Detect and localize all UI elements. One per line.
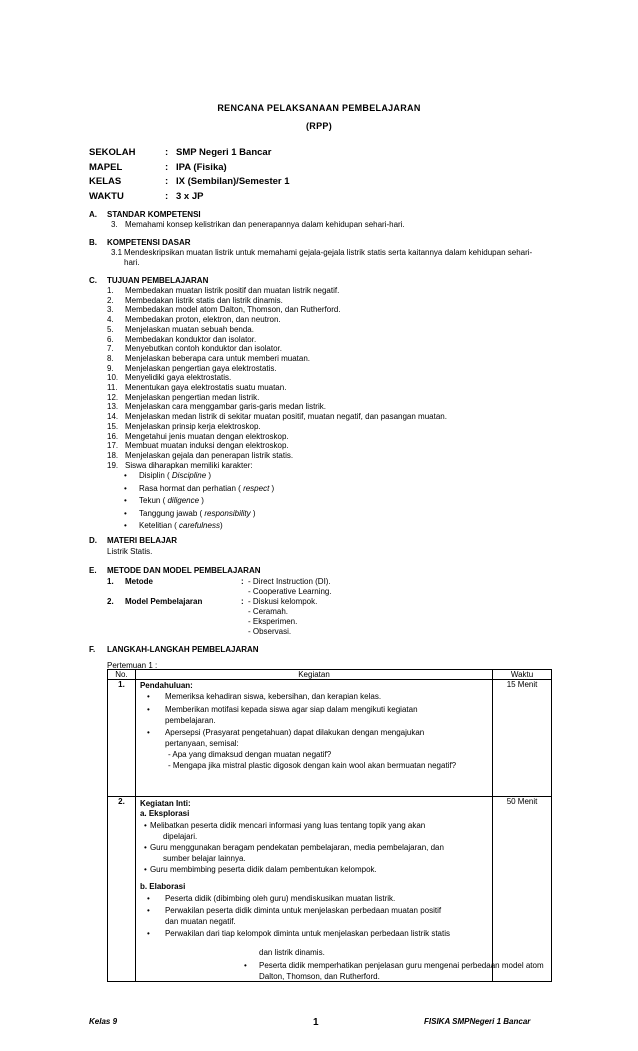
objective-number: 15. [107,422,119,431]
identity-colon: : [165,162,169,173]
character-closing: ) [269,484,275,493]
character-english-term: responsibility [204,509,251,518]
objective-number: 13. [107,402,119,411]
table-row [108,797,552,982]
section-a-number: 3. [111,220,118,229]
document-title: RENCANA PELAKSANAAN PEMBELAJARAN [217,103,421,113]
identity-value-mapel: IPA (Fisika) [176,162,227,173]
activity-text: dan muatan negatif. [164,917,236,926]
section-c-letter: C. [89,276,97,285]
subsection-eksplorasi: a. Eksplorasi [139,809,190,818]
objective-number: 12. [107,393,119,402]
bullet-icon: • [143,821,147,830]
character-label: Ketelitian ( [139,521,180,530]
footer-school: FISIKA SMPNegeri 1 Bancar [424,1017,531,1026]
section-f-title: LANGKAH-LANGKAH PEMBELAJARAN [107,645,259,654]
character-label: Disiplin ( [139,471,172,480]
objective-text: Siswa diharapkan memiliki karakter: [125,461,253,470]
activity-text: dan listrik dinamis. [259,948,325,957]
section-b-letter: B. [89,238,97,247]
identity-value-kelas: IX (Sembilan)/Semester 1 [176,176,290,187]
character-closing: ) [206,471,212,480]
section-a-title: STANDAR KOMPETENSI [107,210,201,219]
header-kegiatan: Kegiatan [135,670,492,680]
row-activities [135,680,492,797]
metode-number: 1. [107,577,114,586]
objective-text: Menyebutkan contoh konduktor dan isolator. [125,344,282,353]
bullet-icon: • [124,521,127,530]
model-item: - Diskusi kelompok. [248,597,318,606]
section-f-letter: F. [89,645,96,654]
row-heading: Pendahuluan: [139,681,193,690]
objective-number: 18. [107,451,119,460]
objective-text: Menyelidiki gaya elektrostatis. [125,373,232,382]
activity-text: dipelajari. [162,832,198,841]
bullet-icon: • [244,961,247,970]
header-no: No. [108,670,136,680]
activity-text: Melibatkan peserta didik mencari informasi yang luas tentang topik yang akan [149,821,426,830]
objective-text: Membuat muatan induksi dengan elektroskop. [125,441,289,450]
section-a-text: Memahami konsep kelistrikan dan penerapannya dalam kehidupan sehari-hari. [125,220,405,229]
objective-number: 7. [107,344,114,353]
bullet-icon: • [146,894,150,903]
bullet-icon: • [146,692,150,701]
document-subtitle: (RPP) [306,121,332,131]
objective-text: Menjelaskan muatan sebuah benda. [125,325,254,334]
objective-text: Mengetahui jenis muatan dengan elektroskop. [125,432,289,441]
objective-number: 14. [107,412,119,421]
objective-number: 17. [107,441,119,450]
objective-number: 16. [107,432,119,441]
section-e-title: METODE DAN MODEL PEMBELAJARAN [107,566,261,575]
activity-text: Peserta didik memperhatikan penjelasan guru mengenai perbedaan model atom [259,961,544,970]
objective-number: 6. [107,335,114,344]
objective-text: Membedakan konduktor dan isolator. [125,335,257,344]
identity-key-sekolah: SEKOLAH [89,147,136,158]
objective-text: Menentukan gaya elektrostatis suatu muatan. [125,383,287,392]
objective-text: Menjelaskan prinsip kerja elektroskop. [125,422,261,431]
character-label: Tekun ( [139,496,168,505]
row-time: 15 Menit [493,680,552,797]
objective-text: Menjelaskan medan listrik di sekitar muatan positif, muatan negatif, dan pasangan muatan. [125,412,447,421]
model-item: - Eksperimen. [248,617,298,626]
activity-text: Guru membimbing peserta didik dalam pembentukan kelompok. [149,865,377,874]
objective-number: 1. [107,286,114,295]
row-heading: Kegiatan Inti: [139,799,191,808]
character-item [139,471,211,480]
page-number: 1 [313,1017,319,1028]
activity-text: Dalton, Thomson, dan Rutherford. [259,972,380,981]
character-english-term: respect [243,484,270,493]
bullet-icon: • [143,843,147,852]
activities-table [107,669,552,982]
objective-number: 2. [107,296,114,305]
section-a-letter: A. [89,210,97,219]
activity-text: Peserta didik (dibimbing oleh guru) mendiskusikan muatan listrik. [164,894,396,903]
activity-text: Memeriksa kehadiran siswa, kebersihan, dan kerapian kelas. [164,692,382,701]
objective-text: Membedakan proton, elektron, dan neutron. [125,315,281,324]
metode-label: Metode [125,577,153,586]
objective-number: 10. [107,373,119,382]
character-english-term: Discipline [171,471,207,480]
metode-colon: : [241,577,244,586]
section-d-letter: D. [89,536,97,545]
header-waktu: Waktu [493,670,552,680]
section-b-number: 3.1 [111,248,123,257]
row-time: 50 Menit [493,797,552,982]
character-english-term: carefulness [179,521,220,530]
character-closing: ) [219,521,223,530]
objective-number: 3. [107,305,114,314]
identity-value-sekolah: SMP Negeri 1 Bancar [176,147,272,158]
identity-key-kelas: KELAS [89,176,122,187]
bullet-icon: • [146,929,150,938]
section-c-title: TUJUAN PEMBELAJARAN [107,276,209,285]
activity-text: pertanyaan, semisal: [164,739,239,748]
character-item [139,521,223,530]
activity-text: Apersepsi (Prasyarat pengetahuan) dapat dilakukan dengan mengajukan [164,728,425,737]
subsection-elaborasi: b. Elaborasi [139,882,186,891]
identity-colon: : [165,191,169,202]
section-b-text-line2: hari. [124,258,140,267]
character-item [139,496,204,505]
activity-text: Perwakilan peserta didik diminta untuk menjelaskan perbedaan muatan positif [164,906,442,915]
question-text: - Mengapa jika mistral plastic digosok dengan kain wool akan bermuatan negatif? [167,761,457,770]
identity-key-mapel: MAPEL [89,162,123,173]
character-item [139,509,256,518]
section-d-title: MATERI BELAJAR [107,536,178,545]
objective-text: Membedakan model atom Dalton, Thomson, dan Rutherford. [125,305,341,314]
activity-text: Memberikan motifasi kepada siswa agar siap dalam mengikuti kegiatan [164,705,418,714]
character-label: Tanggung jawab ( [139,509,205,518]
objective-text: Membedakan muatan listrik positif dan muatan listrik negatif. [125,286,340,295]
objective-text: Membedakan listrik statis dan listrik dinamis. [125,296,283,305]
character-label: Rasa hormat dan perhatian ( [139,484,244,493]
section-d-text: Listrik Statis. [107,547,153,556]
bullet-icon: • [124,471,127,480]
table-header-row [108,670,552,680]
table-row [108,680,552,797]
model-number: 2. [107,597,114,606]
model-colon: : [241,597,244,606]
activity-text: Perwakilan dari tiap kelompok diminta untuk menjelaskan perbedaan listrik statis [164,929,450,938]
character-closing: ) [199,496,204,505]
identity-value-waktu: 3 x JP [176,191,204,202]
model-label: Model Pembelajaran [125,597,203,606]
bullet-icon: • [124,496,127,505]
identity-key-waktu: WAKTU [89,191,124,202]
objective-text: Menjelaskan gejala dan penerapan listrik statis. [125,451,294,460]
bullet-icon: • [124,484,127,493]
section-b-title: KOMPETENSI DASAR [107,238,191,247]
objective-text: Menjelaskan cara menggambar garis-garis medan listrik. [125,402,326,411]
row-number: 2. [108,797,136,982]
metode-item: - Direct Instruction (DI). [248,577,331,586]
footer-class: Kelas 9 [89,1017,118,1026]
bullet-icon: • [143,865,147,874]
bullet-icon: • [146,906,150,915]
identity-colon: : [165,176,169,187]
activity-text: Guru menggunakan beragam pendekatan pembelajaran, media pembelajaran, dan [149,843,444,852]
objective-number: 11. [107,383,118,392]
section-e-letter: E. [89,566,97,575]
meeting-label: Pertemuan 1 : [107,661,158,670]
model-item: - Ceramah. [248,607,289,616]
model-item: - Observasi. [248,627,292,636]
section-b-text-line1: Mendeskripsikan muatan listrik untuk memahami gejala-gejala listrik statis serta kaitannya dalam kehidupan sehari- [124,248,533,257]
objective-number: 19. [107,461,119,470]
activity-text: pembelajaran. [164,716,216,725]
row-number: 1. [108,680,136,797]
character-item [139,484,274,493]
character-closing: ) [250,509,256,518]
objective-text: Menjelaskan pengertian gaya elektrostatis. [125,364,277,373]
activity-text: sumber belajar lainnya. [162,854,246,863]
metode-item: - Cooperative Learning. [248,587,332,596]
question-text: - Apa yang dimaksud dengan muatan negatif? [167,750,332,759]
bullet-icon: • [146,728,150,737]
character-english-term: diligence [167,496,200,505]
objective-number: 8. [107,354,114,363]
bullet-icon: • [124,509,127,518]
objective-number: 9. [107,364,114,373]
objective-number: 4. [107,315,114,324]
objective-text: Menjelaskan beberapa cara untuk memberi muatan. [125,354,310,363]
objective-number: 5. [107,325,114,334]
bullet-icon: • [146,705,150,714]
objective-text: Menjelaskan pengertian medan listrik. [125,393,260,402]
identity-colon: : [165,147,169,158]
